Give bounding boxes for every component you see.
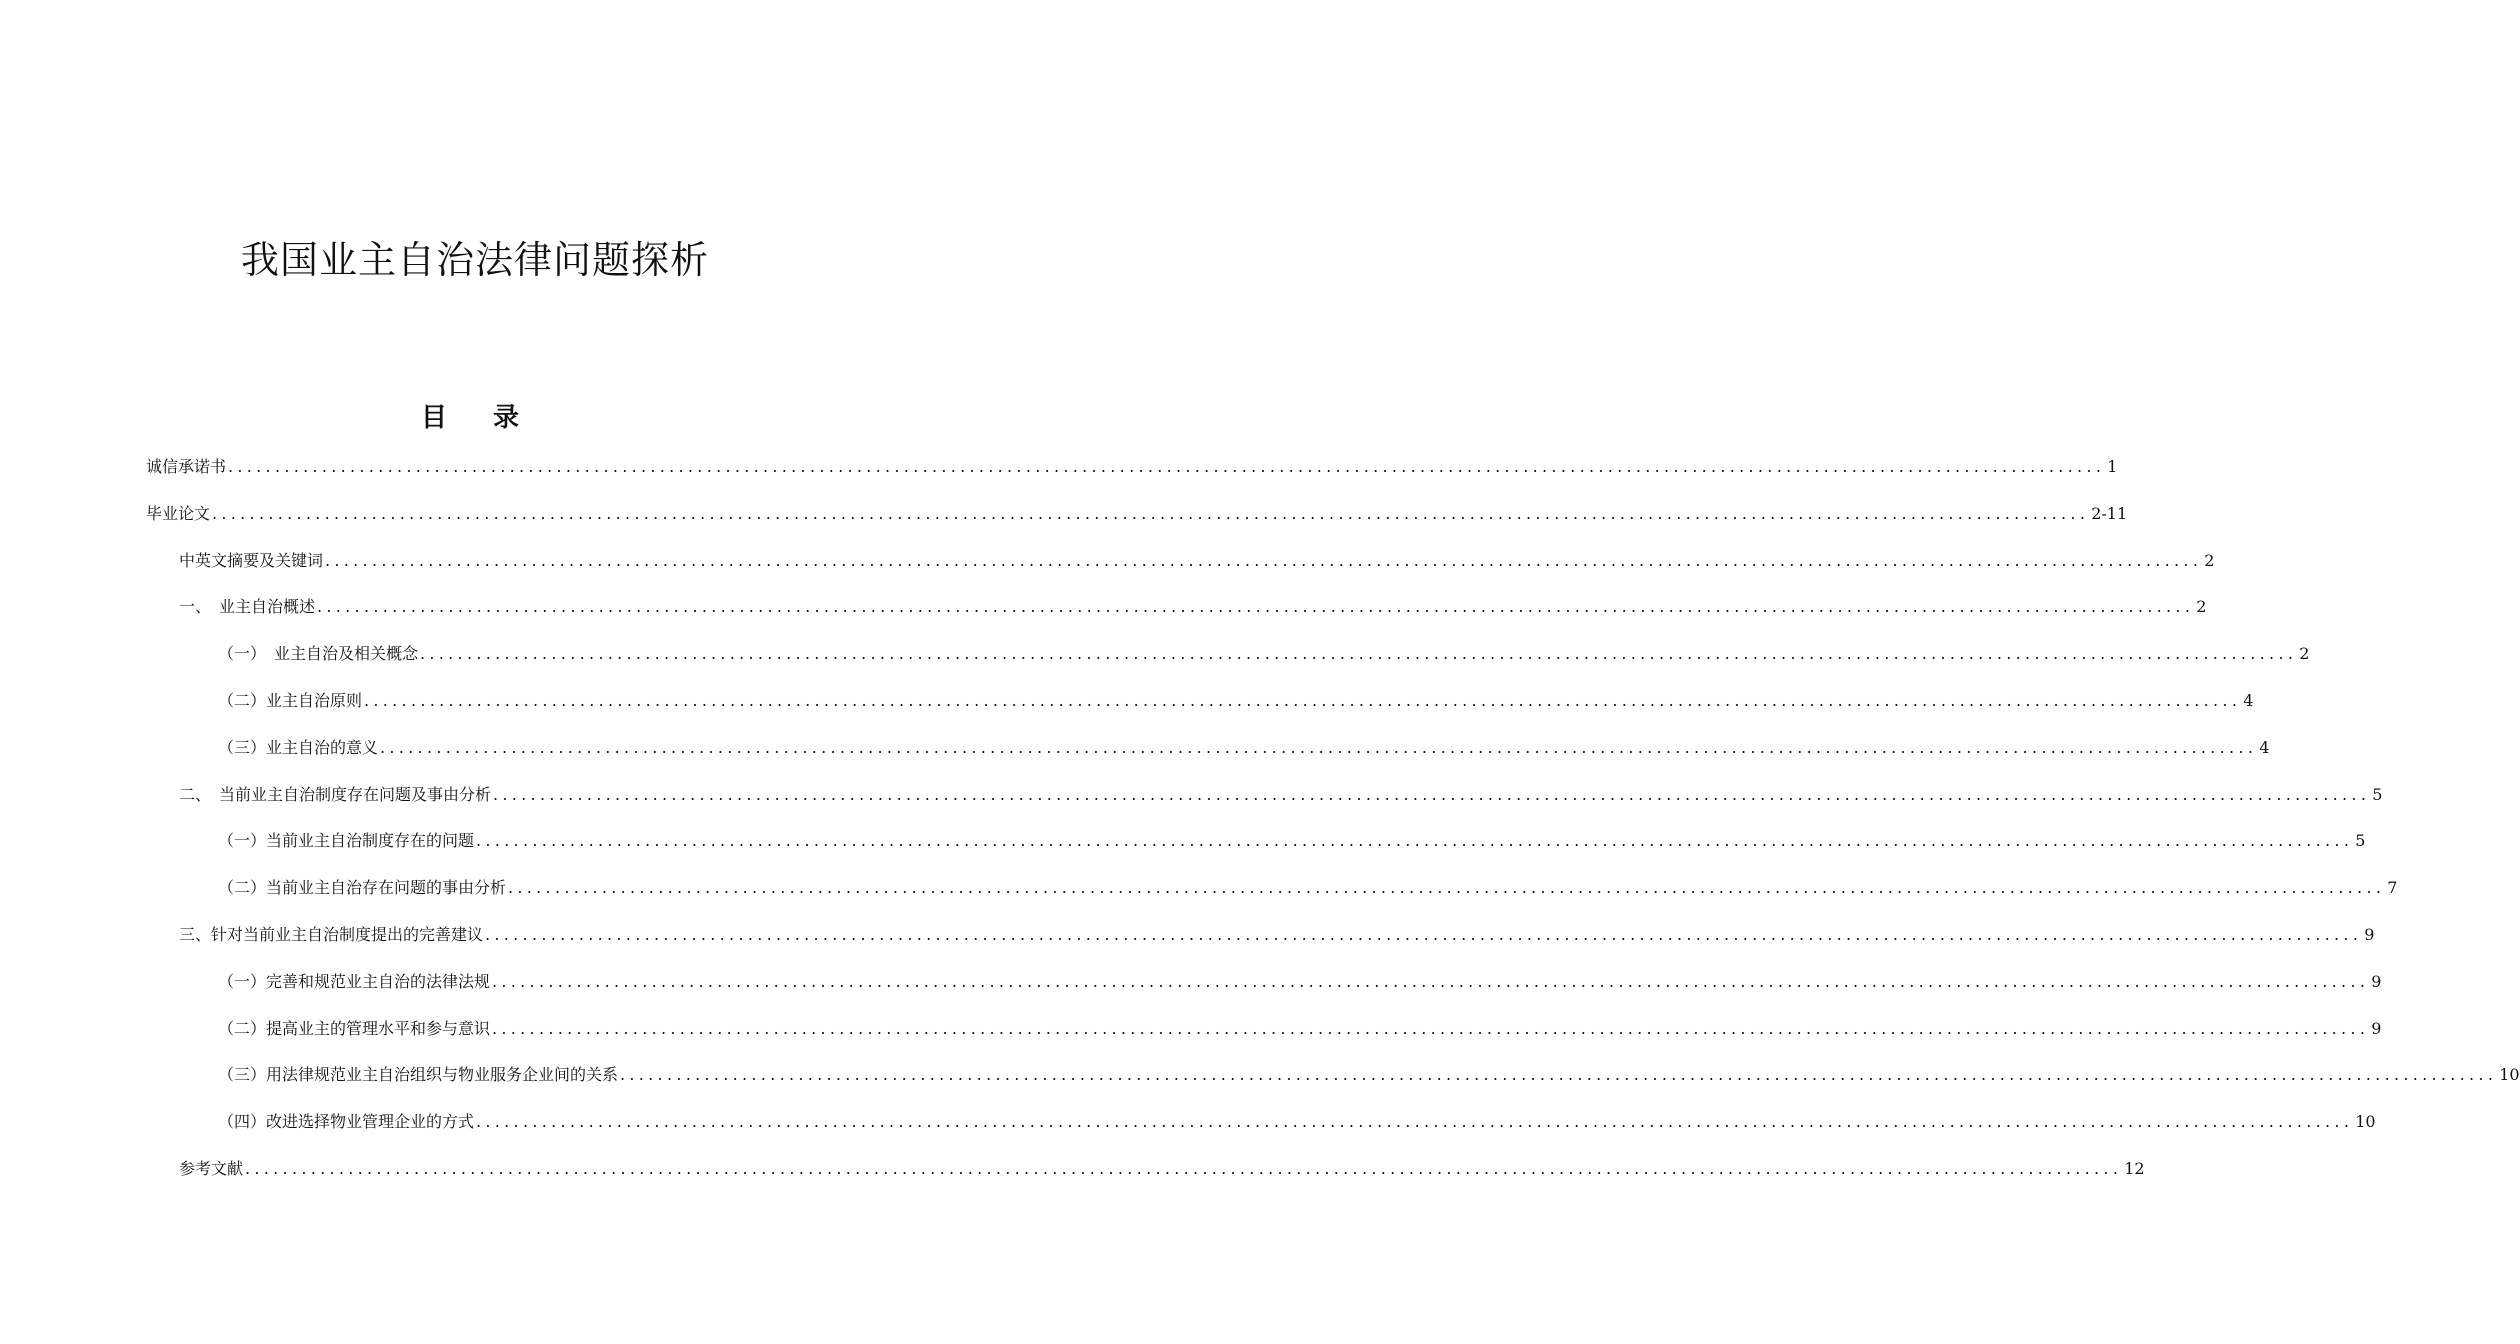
- toc-entry-label: （三）用法律规范业主自治组织与物业服务企业间的关系: [218, 1065, 619, 1085]
- toc-entry-label: （二）当前业主自治存在问题的事由分析: [218, 878, 507, 898]
- toc-entry-page: 5: [2355, 831, 2366, 851]
- toc-entry-page: 9: [2371, 971, 2382, 991]
- toc-entry-page: 2: [2204, 550, 2215, 570]
- toc-entry[interactable]: [179, 920, 2375, 950]
- toc-entry-page: 9: [2371, 1018, 2382, 1038]
- toc-entry-label: 中英文摘要及关键词: [179, 550, 324, 570]
- toc-entry-page: 2-11: [2091, 503, 2128, 523]
- toc-dot-leader: ........................................................................................................................................................................................................: [364, 691, 2242, 710]
- toc-dot-leader: ........................................................................................................................................................................................................: [380, 737, 2258, 757]
- toc-entry-label: 一、 业主自治概述: [179, 597, 316, 617]
- toc-entry-page: 2: [2299, 644, 2310, 664]
- toc-entry-label: （三）业主自治的意义: [218, 737, 379, 757]
- toc-dot-leader: ........................................................................................................................................................................................................: [317, 597, 2195, 617]
- toc-entry[interactable]: [218, 873, 2398, 903]
- toc-entry-label: 二、 当前业主自治制度存在问题及事由分析: [179, 784, 492, 804]
- toc-entry[interactable]: [146, 452, 2118, 482]
- toc-entry[interactable]: [218, 1107, 2376, 1137]
- toc-dot-leader: ........................................................................................................................................................................................................: [476, 831, 2354, 851]
- document-title: 我国业主自治法律问题探析: [240, 238, 709, 282]
- toc-entry[interactable]: [179, 546, 2215, 576]
- toc-entry-page: 10: [2355, 1112, 2376, 1132]
- toc-entry-label: （一）完善和规范业主自治的法律法规: [218, 971, 491, 991]
- toc-entry-label: （一） 业主自治及相关概念: [218, 644, 419, 664]
- toc-entry-page: 12: [2124, 1159, 2145, 1178]
- toc-entry-page: 4: [2243, 691, 2254, 710]
- toc-entry-label: 参考文献: [179, 1159, 244, 1178]
- toc-entry-page: 4: [2259, 737, 2270, 757]
- toc-entry[interactable]: [218, 686, 2254, 716]
- toc-entry[interactable]: [218, 733, 2270, 763]
- toc-dot-leader: ........................................................................................................................................................................................................: [228, 457, 2106, 476]
- toc-dot-leader: ........................................................................................................................................................................................................: [492, 1018, 2370, 1038]
- toc-entry[interactable]: [179, 1154, 2145, 1184]
- toc-entry[interactable]: [218, 639, 2310, 669]
- toc-dot-leader: ........................................................................................................................................................................................................: [485, 925, 2363, 944]
- toc-dot-leader: ........................................................................................................................................................................................................: [508, 878, 2386, 898]
- toc-entry-label: （二）业主自治原则: [218, 691, 363, 710]
- toc-dot-leader: ........................................................................................................................................................................................................: [420, 644, 2298, 664]
- toc-dot-leader: ........................................................................................................................................................................................................: [325, 550, 2203, 570]
- toc-entry[interactable]: [218, 967, 2382, 997]
- toc-entry-label: 三、针对当前业主自治制度提出的完善建议: [179, 925, 484, 944]
- toc-dot-leader: ........................................................................................................................................................................................................: [620, 1065, 2498, 1085]
- toc-dot-leader: ........................................................................................................................................................................................................: [493, 784, 2371, 804]
- toc-entry-label: （一）当前业主自治制度存在的问题: [218, 831, 475, 851]
- toc-entry-label: 毕业论文: [146, 503, 211, 523]
- toc-entry[interactable]: [218, 826, 2366, 856]
- toc-entry-page: 5: [2372, 784, 2383, 804]
- toc-dot-leader: ........................................................................................................................................................................................................: [492, 971, 2370, 991]
- toc-entry-label: 诚信承诺书: [146, 457, 227, 476]
- toc-dot-leader: ........................................................................................................................................................................................................: [476, 1112, 2354, 1132]
- toc-dot-leader: ........................................................................................................................................................................................................: [212, 503, 2090, 523]
- toc-entry-page: 1: [2107, 457, 2118, 476]
- toc-entry[interactable]: [179, 780, 2383, 810]
- toc-entry[interactable]: [179, 592, 2207, 622]
- toc-entry-label: （二）提高业主的管理水平和参与意识: [218, 1018, 491, 1038]
- toc-entry[interactable]: [146, 499, 2128, 529]
- toc-entry[interactable]: [218, 1060, 2520, 1090]
- toc-entry-page: 7: [2387, 878, 2398, 898]
- toc-entry-page: 10: [2499, 1065, 2520, 1085]
- toc-dot-leader: ........................................................................................................................................................................................................: [245, 1159, 2123, 1178]
- toc-entry[interactable]: [218, 1014, 2382, 1044]
- toc-heading: 目 录: [420, 403, 529, 433]
- toc-entry-label: （四）改进选择物业管理企业的方式: [218, 1112, 475, 1132]
- toc-entry-page: 2: [2196, 597, 2207, 617]
- toc-entry-page: 9: [2364, 925, 2375, 944]
